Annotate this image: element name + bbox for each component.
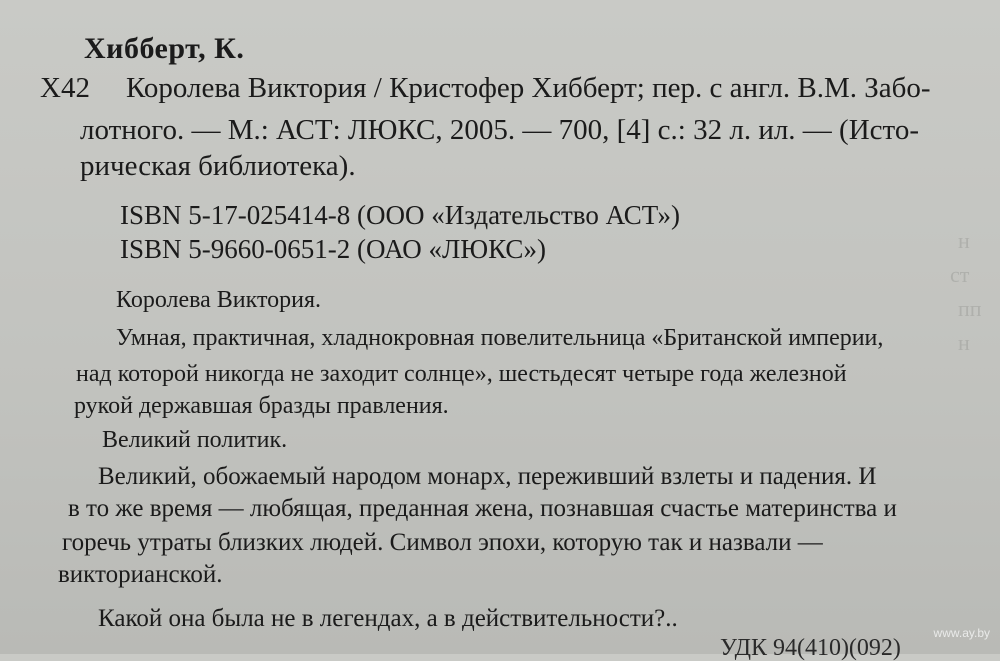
annotation-line: Великий политик. [102,427,288,453]
site-watermark: www.ay.by [933,626,990,640]
udk-code: УДК 94(410)(092) [720,635,901,661]
annotation-line: Умная, практичная, хладнокровная повелительница «Британской империи, [116,325,884,351]
bleed-through-mark: ст [950,262,970,287]
annotation-line: викторианской. [58,561,223,588]
bibliographic-line: лотного. — М.: АСТ: ЛЮКС, 2005. — 700, [4] с.: 32 л. ил. — (Исто- [80,114,919,146]
bleed-through-mark: пп [958,296,982,321]
annotation-line: горечь утраты близких людей. Символ эпохи, которую так и назвали — [62,529,823,556]
classification-code: Х42 [40,72,90,104]
bleed-through-mark: н [958,228,970,253]
bibliographic-line: рическая библиотека). [80,150,356,182]
annotation-line: Какой она была не в легендах, а в действительности?.. [98,605,678,632]
annotation-line: над которой никогда не заходит солнце», шестьдесят четыре года железной [76,361,847,387]
annotation-line: Великий, обожаемый народом монарх, переживший взлеты и падения. И [98,463,877,490]
annotation-line: рукой державшая бразды правления. [74,393,449,419]
annotation-line: в то же время — любящая, преданная жена, познавшая счастье материнства и [68,495,897,522]
isbn-line: ISBN 5-17-025414-8 (ООО «Издательство АСТ») [120,200,681,230]
annotation-line: Королева Виктория. [116,287,322,313]
bibliographic-line: Королева Виктория / Кристофер Хибберт; пер. с англ. В.М. Забо- [126,72,931,104]
author-heading: Хибберт, К. [84,32,245,65]
bleed-through-mark: н [958,330,970,355]
isbn-line: ISBN 5-9660-0651-2 (ОАО «ЛЮКС») [120,234,546,264]
